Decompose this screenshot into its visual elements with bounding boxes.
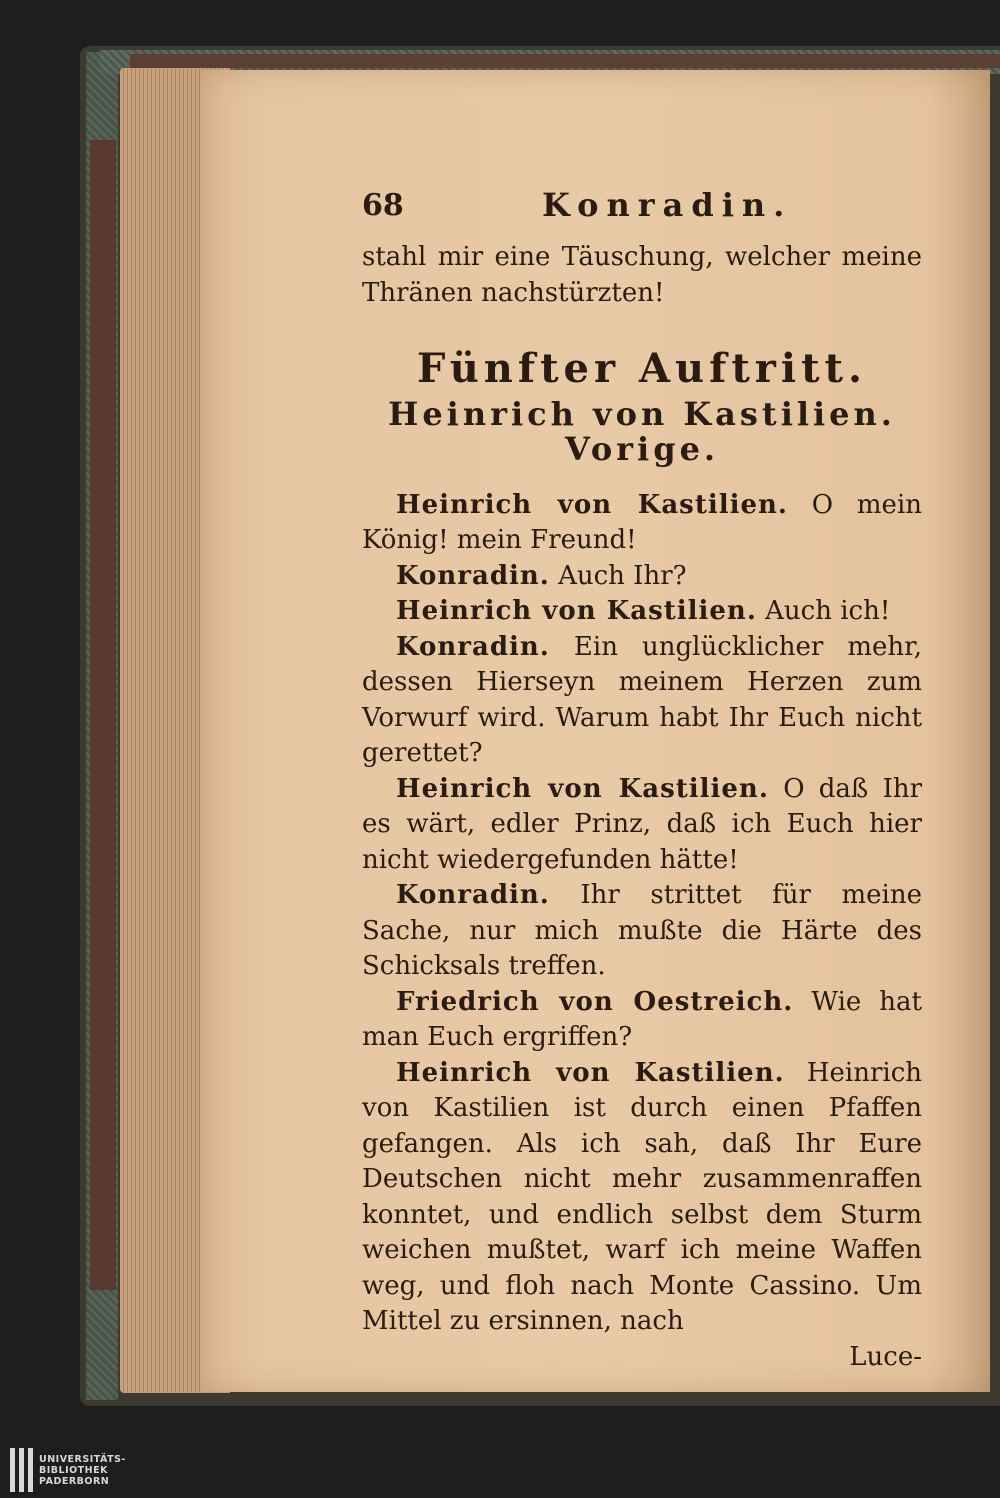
speech-text: Heinrich von Kastilien ist durch einen Pfaffen gefangen. Als ich sah, daß Ihr Eure Deutschen nicht mehr zusammenraffen konntet, und endlich selbst dem Sturm weichen mußtet, warf ich meine Waffen weg, und floh nach Monte Cassino. Um Mittel zu ersinnen, nach: [362, 1057, 923, 1336]
speaker-name: Konradin.: [396, 880, 550, 910]
dialogue-line: [362, 559, 922, 595]
speaker-name: Konradin.: [396, 631, 550, 662]
running-title: Konradin.: [542, 186, 793, 224]
speech-text: Auch ich!: [765, 596, 891, 626]
library-logo-icon: [10, 1448, 33, 1492]
dialogue-line: [362, 594, 922, 630]
dialogue-line: [362, 985, 922, 1056]
page-header: [362, 180, 922, 240]
speech-text: O mein König! mein Freund!: [362, 489, 923, 555]
dialogue-line: [362, 1056, 922, 1340]
dialogue-line: [362, 772, 922, 879]
page-text: [362, 180, 922, 1375]
library-logo: [10, 1448, 126, 1492]
speech-text: O daß Ihr es wärt, edler Prinz, daß ich Euch hier nicht wiedergefunden hätte!: [362, 773, 923, 875]
speaker-name: Heinrich von Kastilien.: [396, 489, 788, 520]
logo-line-2: BIBLIOTHEK: [39, 1464, 108, 1476]
speaker-name: Heinrich von Kastilien.: [396, 596, 757, 626]
speaker-name: Heinrich von Kastilien.: [396, 773, 769, 804]
logo-line-3: PADERBORN: [39, 1475, 110, 1487]
scene-title: Fünfter Auftritt.: [417, 345, 867, 392]
scene-persons: Heinrich von Kastilien. Vorige.: [388, 394, 896, 468]
logo-line-1: UNIVERSITÄTS-: [39, 1453, 126, 1465]
speech-text: Ein unglücklicher mehr, dessen Hierseyn meinem Herzen zum Vorwurf wird. Warum habt Ihr Euch nicht gerettet?: [362, 631, 922, 768]
opening-paragraph: stahl mir eine Täuschung, welcher meine Thränen nachstürzten!: [362, 242, 922, 308]
speech-text: Auch Ihr?: [558, 560, 687, 591]
spine-leather: [90, 140, 116, 1290]
dialogue-line: [362, 878, 922, 985]
page-number: 68: [362, 188, 404, 223]
library-logo-text: [39, 1454, 126, 1487]
speech-text: Wie hat man Euch ergriffen?: [362, 986, 923, 1052]
speaker-name: Konradin.: [396, 560, 550, 591]
speaker-name: Heinrich von Kastilien.: [396, 1057, 785, 1088]
dialogue-line: [362, 488, 922, 559]
speaker-name: Friedrich von Oestreich.: [396, 986, 794, 1017]
dialogue-line: [362, 630, 922, 772]
top-leather-edge: [130, 54, 1000, 68]
catchword: Luce-: [849, 1341, 922, 1372]
speech-text: Ihr strittet für meine Sache, nur mich mußte die Härte des Schicksals treffen.: [362, 880, 922, 981]
